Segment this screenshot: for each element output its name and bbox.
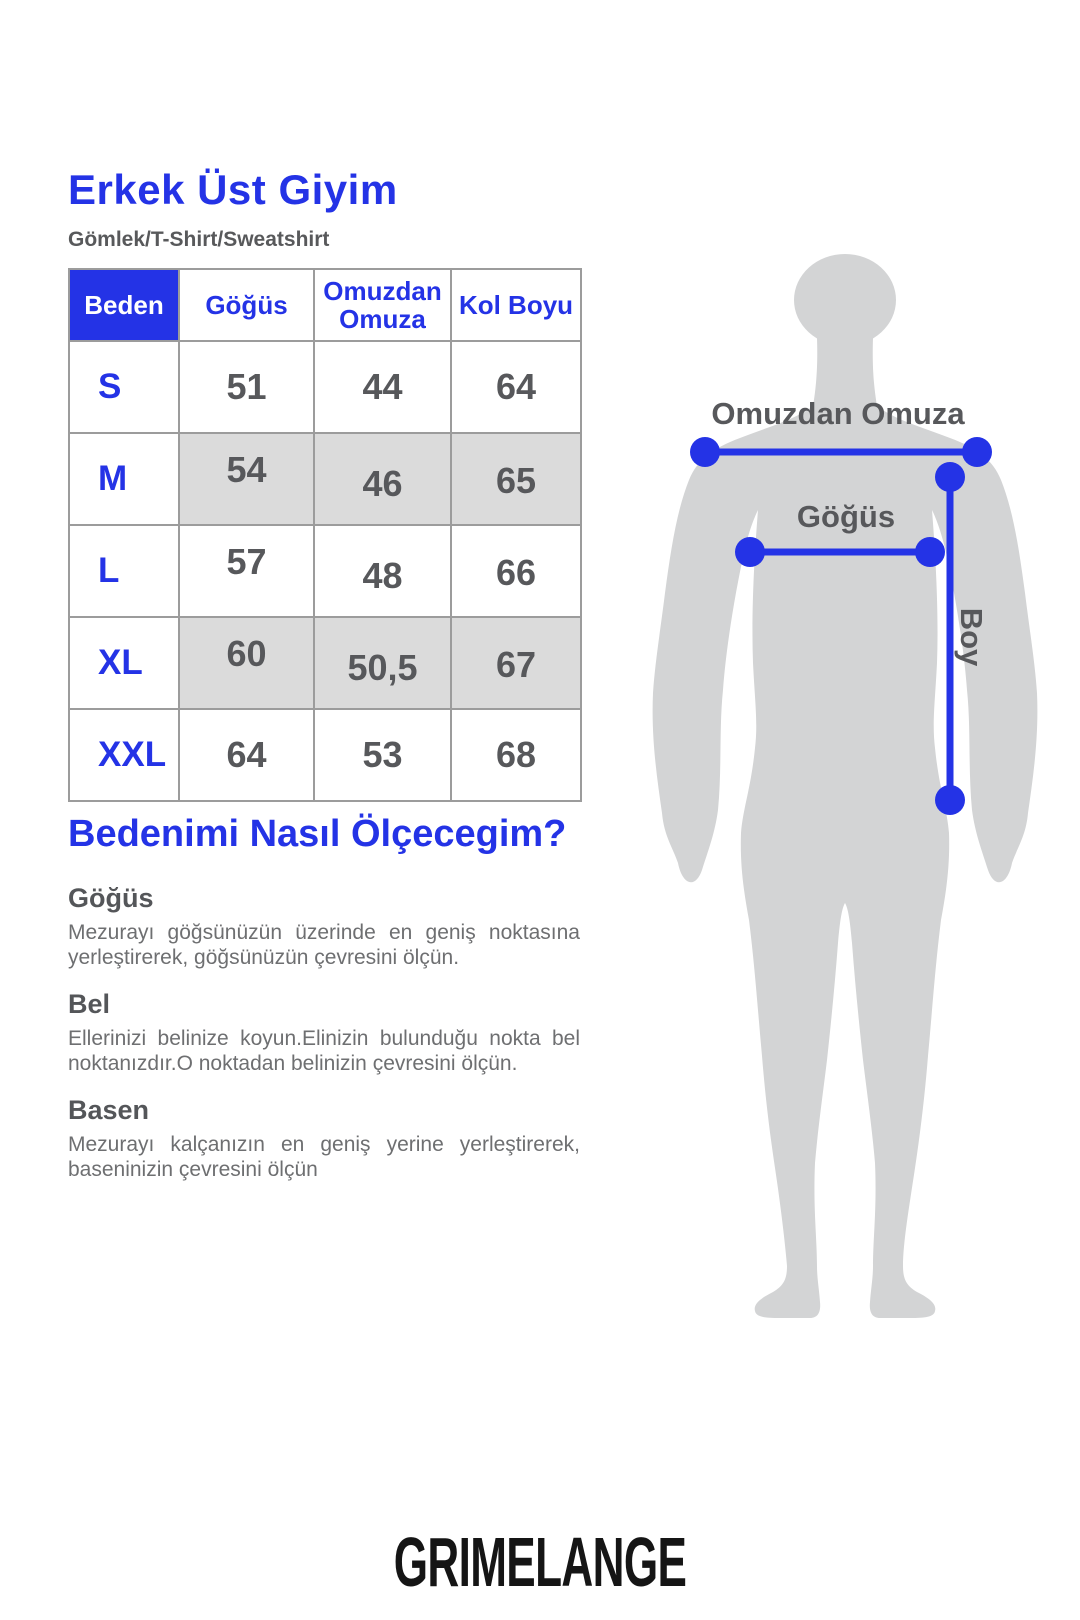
measure-guide xyxy=(68,810,580,1200)
size-table xyxy=(68,268,582,802)
measure-dot xyxy=(690,437,720,467)
cell-value: 60 xyxy=(179,617,314,709)
measure-dot xyxy=(935,785,965,815)
cell-value: 66 xyxy=(451,525,581,617)
table-row-xxl xyxy=(69,709,581,801)
measure-guide-heading: Bedenimi Nasıl Ölçecegim? xyxy=(68,813,567,855)
size-label: XXL xyxy=(69,709,179,801)
measure-dot xyxy=(962,437,992,467)
cell-value: 44 xyxy=(314,341,451,433)
table-row-s xyxy=(69,341,581,433)
shoulder-measure-label: Omuzdan Omuza xyxy=(711,396,965,431)
cell-value: 67 xyxy=(451,617,581,709)
size-label: XL xyxy=(69,617,179,709)
size-label: M xyxy=(69,433,179,525)
cell-value: 64 xyxy=(451,341,581,433)
cell-value: 46 xyxy=(314,433,451,525)
column-header-omuzdan-omuza: Omuzdan Omuza xyxy=(314,269,451,341)
cell-value: 48 xyxy=(314,525,451,617)
measure-dot xyxy=(935,462,965,492)
section-title-gogus: Göğüs xyxy=(68,883,154,913)
table-row-xl xyxy=(69,617,581,709)
section-title-bel: Bel xyxy=(68,989,111,1019)
measure-dot xyxy=(735,537,765,567)
size-table-header-row xyxy=(69,269,581,341)
cell-value: 51 xyxy=(179,341,314,433)
section-text-bel: Ellerinizi belinize koyun.Elinizin bulunduğu nokta bel noktanızdır.O noktadan belinizin çevresini ölçün. xyxy=(68,1027,580,1075)
size-label: S xyxy=(69,341,179,433)
table-row-m xyxy=(69,433,581,525)
section-title-basen: Basen xyxy=(68,1095,150,1125)
measure-dot xyxy=(915,537,945,567)
cell-value: 54 xyxy=(179,433,314,525)
cell-value: 65 xyxy=(451,433,581,525)
column-header-kol-boyu: Kol Boyu xyxy=(451,269,581,341)
table-row-l xyxy=(69,525,581,617)
page-title: Erkek Üst Giyim xyxy=(68,166,398,213)
chest-measure-label: Göğüs xyxy=(796,499,896,534)
cell-value: 64 xyxy=(179,709,314,801)
column-header-gogus: Göğüs xyxy=(179,269,314,341)
page-subtitle: Gömlek/T-Shirt/Sweatshirt xyxy=(68,228,330,251)
cell-value: 53 xyxy=(314,709,451,801)
brand-logo: GRIMELANGE xyxy=(393,1523,687,1601)
section-text-gogus: Mezurayı göğsünüzün üzerinde en geniş noktasına yerleştirerek, göğsünüzün çevresini ölçün. xyxy=(68,921,580,969)
height-measure-label: Boy xyxy=(954,607,989,667)
size-label: L xyxy=(69,525,179,617)
column-header-beden: Beden xyxy=(69,269,179,341)
cell-value: 50,5 xyxy=(314,617,451,709)
cell-value: 57 xyxy=(179,525,314,617)
section-text-basen: Mezurayı kalçanızın en geniş yerine yerleştirerek, baseninizin çevresini ölçün xyxy=(68,1133,580,1181)
cell-value: 68 xyxy=(451,709,581,801)
